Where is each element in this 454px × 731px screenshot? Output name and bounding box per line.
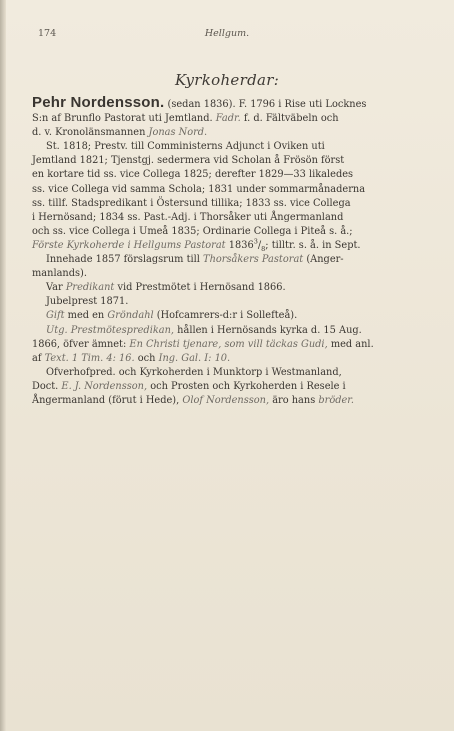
section-title: Kyrkoherdar: — [174, 71, 280, 89]
entry-line: St. 1818; Prestv. till Comministerns Adjunct i Oviken uti — [46, 141, 325, 153]
running-title: Hellgum. — [204, 28, 250, 39]
entry-line: ss. tillf. Stadspredikant i Östersund tillika; 1833 ss. vice Collega — [32, 197, 351, 209]
entry-line: af Text. 1 Tim. 4: 16. och Ing. Gal. I: 10. — [32, 352, 231, 364]
entry-line: Innehade 1857 förslagsrum till Thorsåkers Pastorat (Anger- — [46, 254, 344, 266]
entry-line: en kortare tid ss. vice Collega 1825; derefter 1829—33 likaledes — [32, 169, 354, 181]
entry-line: S:n af Brunflo Pastorat uti Jemtland. Fadr. f. d. Fältväbeln och — [32, 113, 339, 125]
entry-line: Var Predikant vid Prestmötet i Hernösand 1866. — [46, 282, 286, 294]
entry-line: Ofverhofpred. och Kyrkoherden i Munktorp i Westmanland, — [46, 366, 342, 378]
page-number: 174 — [38, 28, 57, 39]
entry-line: Utg. Prestmötespredikan, hållen i Hernösands kyrka d. 15 Aug. — [46, 324, 362, 336]
entry-line: Gift med en Gröndahl (Hofcamrers-d:r i Sollefteå). — [46, 310, 298, 322]
entry-line: Jubelprest 1871. — [46, 296, 129, 308]
biography-entry — [32, 96, 428, 408]
entry-line: 1866, öfver ämnet: En Christi tjenare, som vill täckas Gudi, med anl. — [32, 338, 374, 350]
entry-line: Jemtland 1821; Tjenstgj. sedermera vid Scholan å Frösön först — [32, 155, 345, 167]
entry-line: och ss. vice Collega i Umeå 1835; Ordinarie Collega i Piteå s. å.; — [32, 225, 353, 237]
entry-line: Pehr Nordensson. (sedan 1836). F. 1796 i Rise uti Locknes — [32, 94, 367, 111]
page-header — [0, 28, 454, 44]
person-name: Pehr Nordensson. — [32, 94, 165, 111]
binding-edge — [0, 0, 6, 731]
entry-line: manlands). — [32, 268, 87, 280]
entry-line: Ångermanland (förut i Hede), Olof Nordensson, äro hans bröder. — [32, 394, 355, 406]
entry-line: d. v. Kronolänsmannen Jonas Nord. — [32, 127, 208, 139]
entry-line: Doct. E. J. Nordensson, och Prosten och Kyrkoherden i Resele i — [32, 380, 346, 392]
entry-line: ss. vice Collega vid samma Schola; 1831 under sommarmånaderna — [32, 183, 366, 195]
entry-line: i Hernösand; 1834 ss. Past.-Adj. i Thorsåker uti Ångermanland — [32, 211, 344, 223]
entry-line: Förste Kyrkoherde i Hellgums Pastorat $1836^3/_8$; tilltr. s. å. in Sept. — [32, 237, 361, 253]
